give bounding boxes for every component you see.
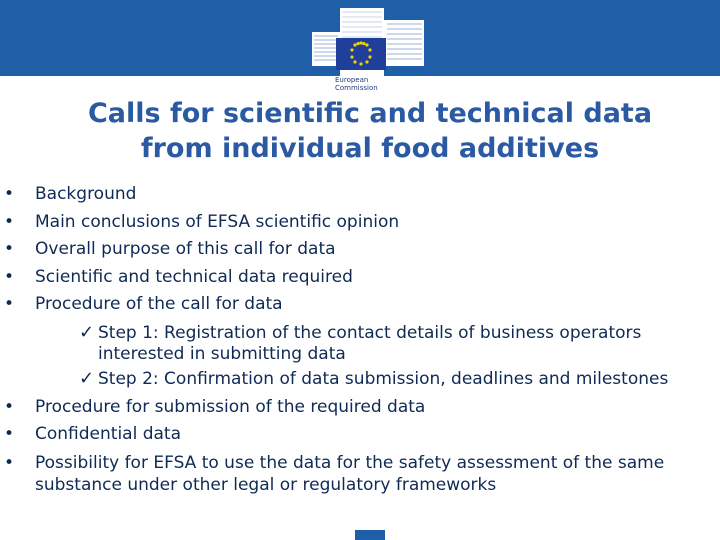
list-item	[0, 209, 720, 237]
footer-accent-bar	[355, 530, 385, 540]
sub-list-item	[0, 323, 720, 365]
list-item-text: Overall purpose of this call for data	[35, 239, 336, 259]
logo-text	[335, 76, 378, 92]
bullet-icon: •	[4, 184, 15, 204]
list-item-text: Procedure for submission of the required data	[35, 396, 426, 417]
list-item	[0, 394, 720, 422]
content-list	[0, 181, 720, 496]
list-item-text: Main conclusions of EFSA scientific opinion	[35, 211, 400, 232]
list-item-text: Procedure of the call for data	[35, 294, 283, 314]
sub-list-item-text: Step 1: Registration of the contact details of business operators interested in submitting data	[98, 322, 642, 364]
list-item-text: Background	[35, 184, 137, 204]
list-item	[0, 291, 720, 319]
list-item-text: Scientific and technical data required	[35, 266, 353, 287]
bullet-icon: •	[4, 424, 15, 444]
bullet-icon: •	[4, 294, 15, 314]
list-item-text: Confidential data	[35, 424, 182, 444]
slide-title	[0, 96, 720, 166]
sub-list-item-text: Step 2: Confirmation of data submission, deadlines and milestones	[98, 368, 669, 389]
checkmark-icon: ✓	[79, 321, 95, 343]
title-line1: Calls for scientific and technical data	[87, 98, 653, 129]
logo-text-line2: Commission	[335, 84, 378, 92]
checkmark-icon: ✓	[79, 367, 95, 389]
list-item	[0, 236, 720, 264]
list-item	[0, 421, 720, 449]
list-item	[0, 181, 720, 209]
bullet-icon: •	[4, 211, 15, 232]
list-item-text: Possibility for EFSA to use the data for the safety assessment of the same substance under other legal or regulatory frameworks	[35, 452, 665, 495]
logo-text-line1: European	[335, 76, 369, 84]
bullet-icon: •	[4, 266, 15, 287]
bullet-icon: •	[4, 239, 15, 259]
title-line2: from individual food additives	[140, 133, 600, 164]
bullet-icon: •	[4, 452, 15, 473]
list-item	[0, 264, 720, 292]
sub-list-item	[0, 369, 720, 390]
bullet-icon: •	[4, 396, 15, 417]
list-item	[0, 452, 720, 496]
